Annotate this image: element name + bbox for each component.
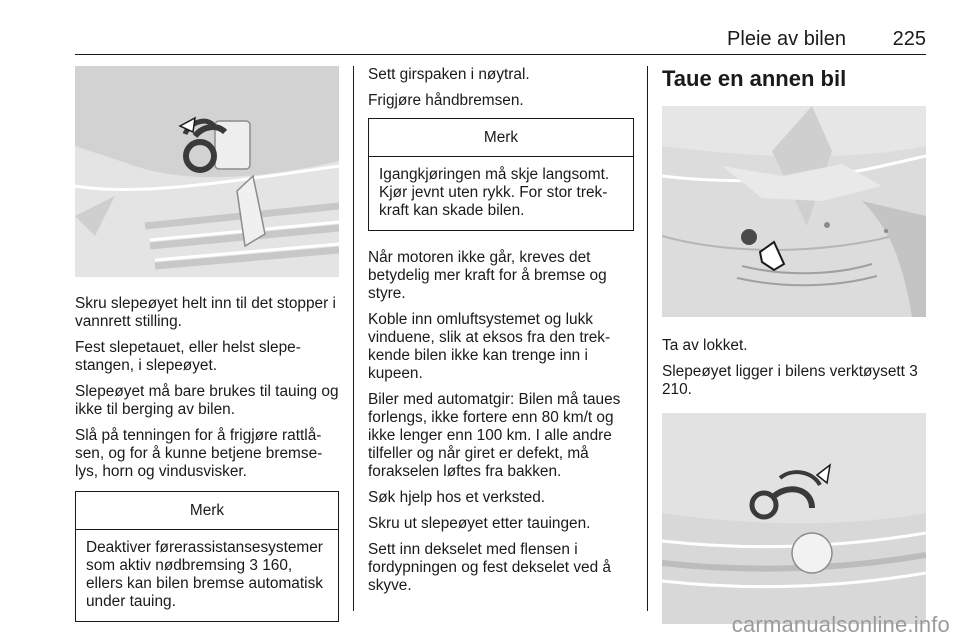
column-divider [647, 66, 648, 611]
paragraph: Ta av lokket. [662, 337, 748, 354]
paragraph: Slepeøyet ligger i bilens verktøysett 3 210. [662, 363, 918, 398]
note-box [368, 118, 634, 231]
column-1 [75, 66, 339, 632]
paragraph: Fest slepetauet, eller helst slepestangen, i slepeøyet. [75, 339, 301, 374]
note-body: Deaktiver førerassistansesystemer som aktiv nødbremsing 3 160, ellers kan bilen bremse automatisk under tauing. [86, 539, 323, 610]
front-tow-eye-figure-icon [75, 66, 339, 277]
column-2 [368, 66, 634, 603]
page-header [75, 28, 926, 55]
rear-tow-eye-figure-icon [662, 413, 926, 624]
paragraph: Skru ut slepeøyet etter tauingen. [368, 515, 591, 532]
paragraph: Søk hjelp hos et verksted. [368, 489, 546, 506]
note-body: Igangkjøringen må skje langsomt. Kjør jevnt uten rykk. For stor trekkraft kan skade bilen. [379, 166, 610, 219]
paragraph: Skru slepeøyet helt inn til det stopper i vannrett stilling. [75, 295, 336, 330]
page-number: 225 [892, 28, 926, 50]
paragraph: Sett inn dekselet med flensen i fordypningen og fest dekselet ved å skyve. [368, 541, 611, 594]
note-heading: Merk [76, 492, 338, 530]
note-heading: Merk [369, 119, 633, 157]
column-3 [662, 66, 926, 624]
paragraph: Frigjøre håndbremsen. [368, 92, 524, 109]
note-box [75, 491, 339, 622]
page-title: Pleie av bilen [727, 28, 846, 50]
section-heading: Taue en annen bil [662, 66, 847, 91]
paragraph: Slå på tenningen for å frigjøre rattlåsen, og for å kunne betjene bremselys, horn og vindusvisker. [75, 427, 323, 480]
paragraph: Sett girspaken i nøytral. [368, 66, 530, 83]
paragraph: Koble inn omluftsystemet og lukk vinduene, slik at eksos fra den trekkende bilen ikke kan trenge inn i kupeen. [368, 311, 611, 382]
paragraph: Biler med automatgir: Bilen må taues forlengs, ikke fortere enn 80 km/t og ikke lenger enn 100 km. I alle andre tilfeller og når giret er defekt, må forakselen løftes fra bakken. [368, 391, 621, 480]
watermark: carmanualsonline.info [731, 612, 950, 637]
paragraph: Slepeøyet må bare brukes til tauing og ikke til berging av bilen. [75, 383, 339, 418]
rear-tow-cover-figure-icon [662, 106, 926, 317]
column-divider [353, 66, 354, 611]
paragraph: Når motoren ikke går, kreves det betydelig mer kraft for å bremse og styre. [368, 249, 607, 302]
